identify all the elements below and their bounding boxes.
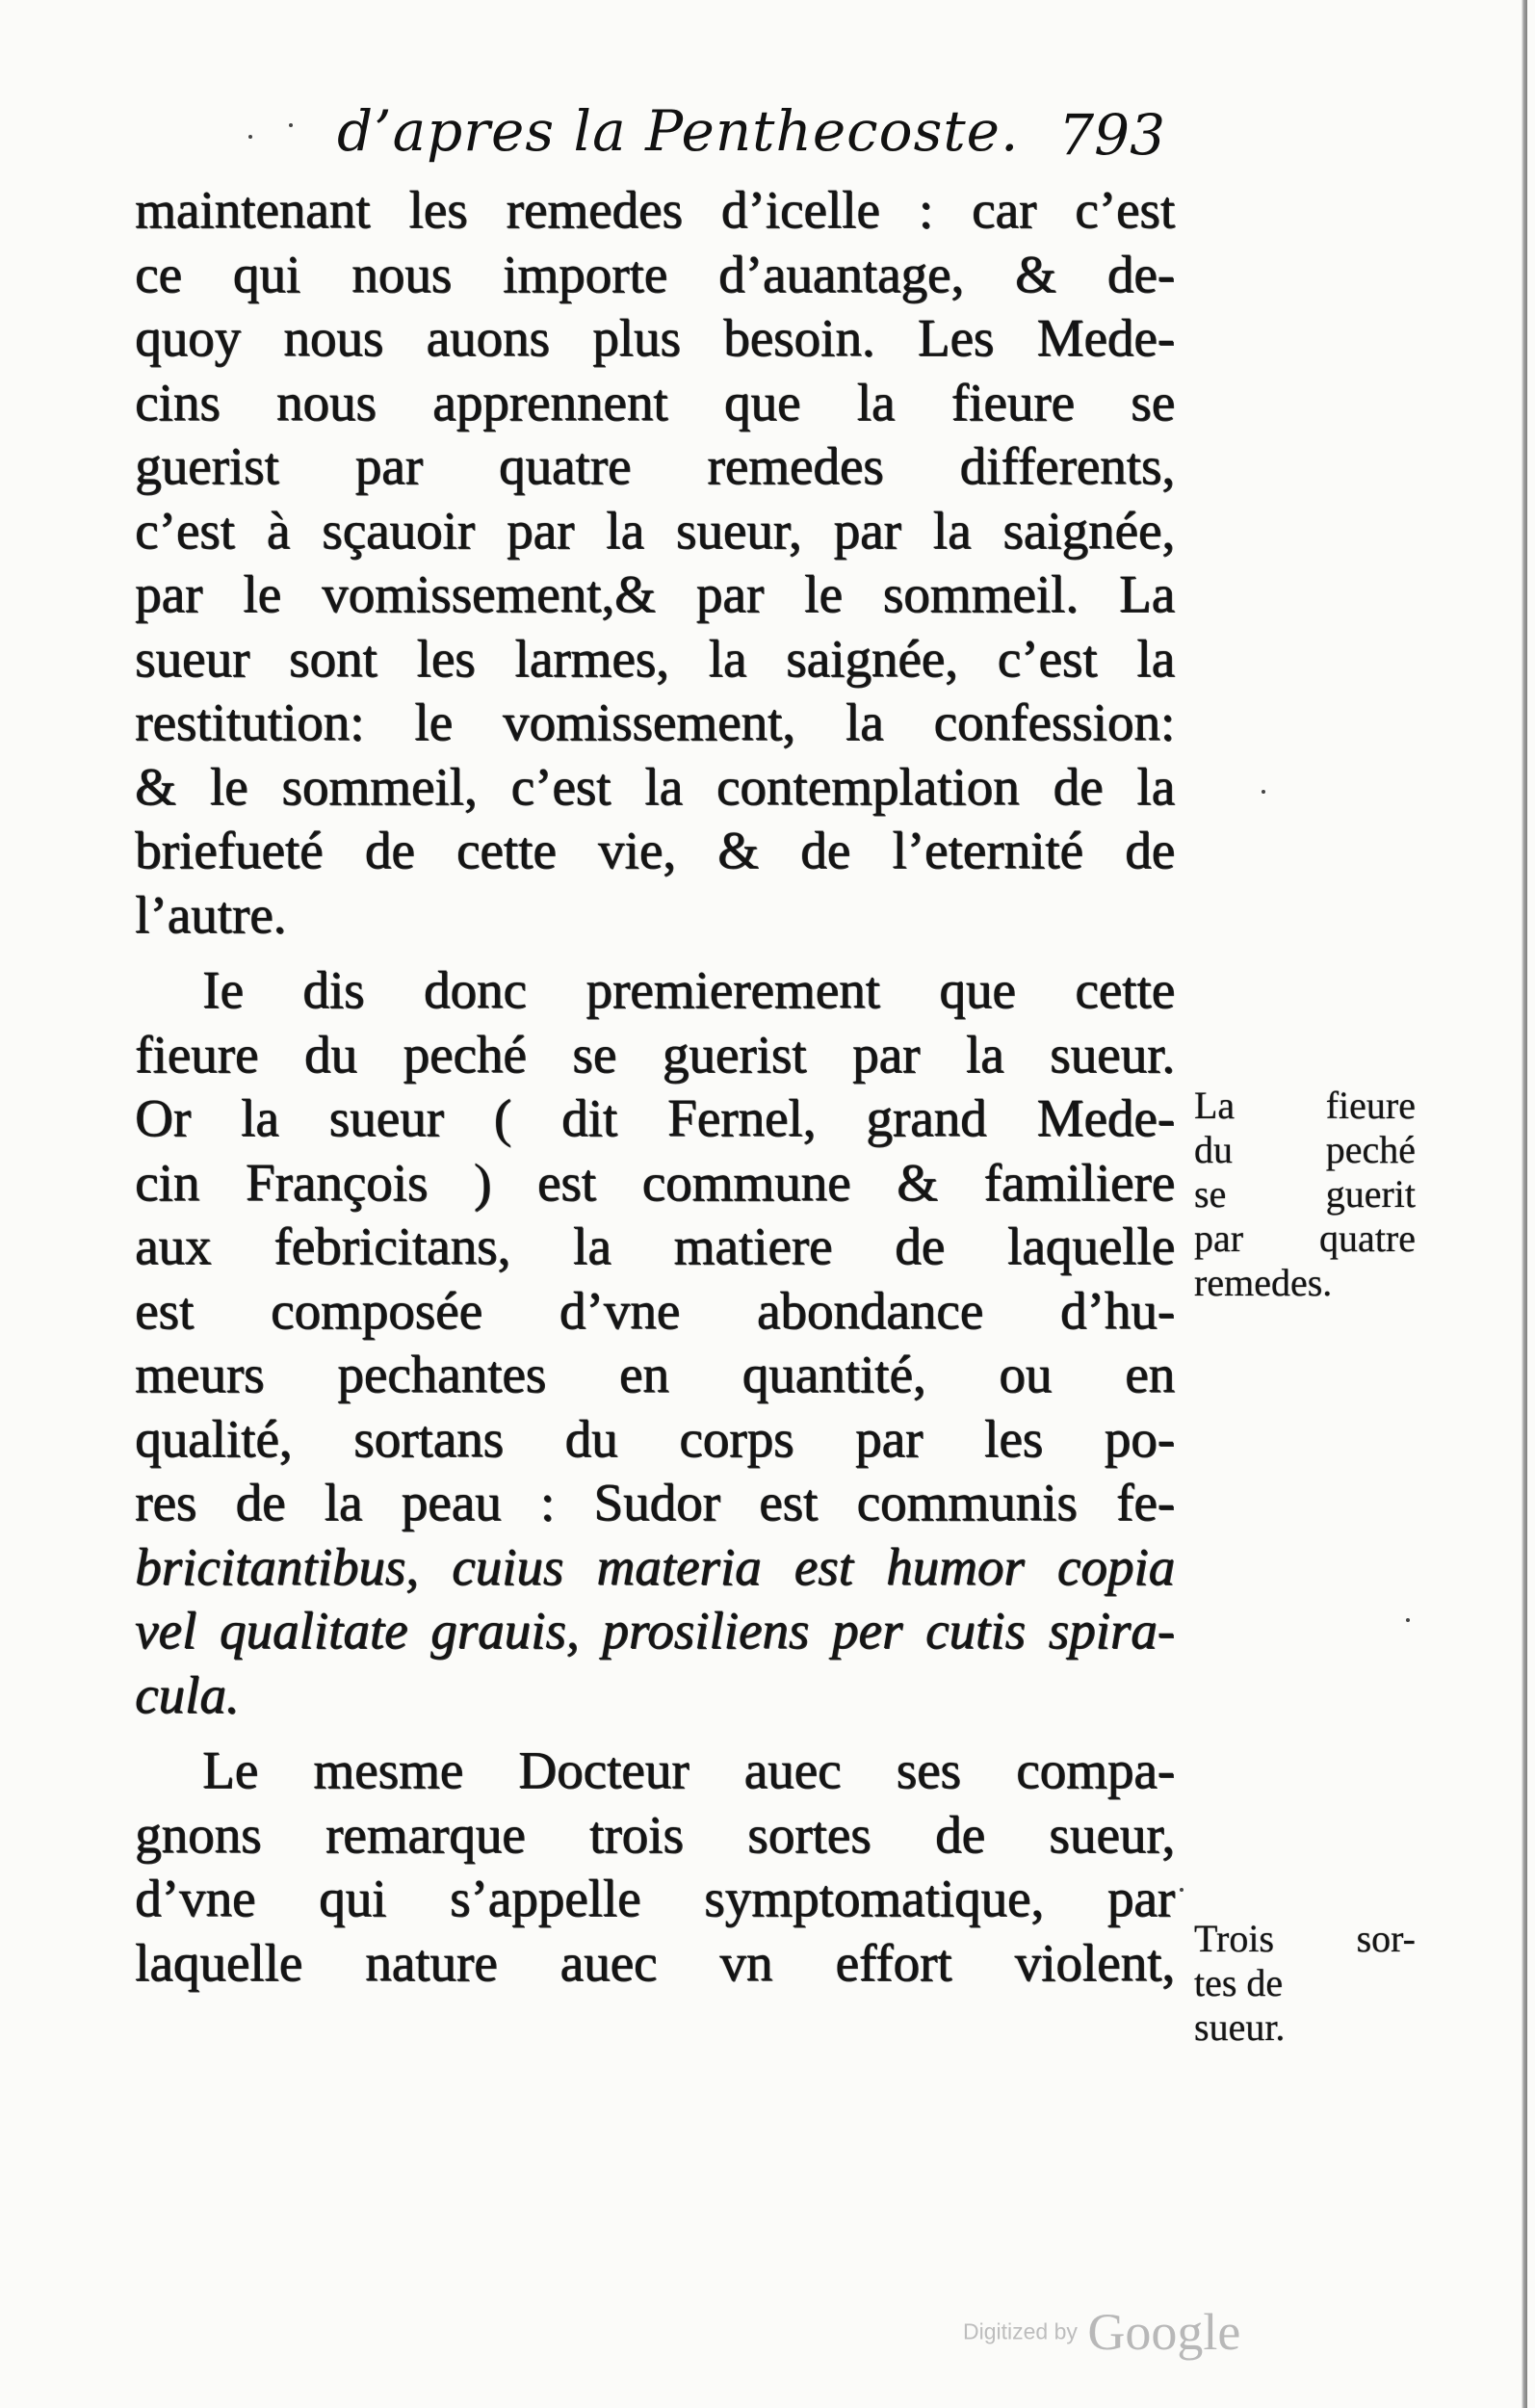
ink-speck [1262, 790, 1265, 794]
margin-note-sweat-kinds [1194, 1917, 1416, 2050]
margin-note-line: se guerit [1194, 1172, 1416, 1216]
running-title: d’apres la Penthecoste. [337, 98, 1020, 164]
text-line: laquelle nature auec vn effort violent, [135, 1932, 1175, 1992]
text-line: res de la peau : Sudor est communis fe- [135, 1473, 1175, 1531]
text-line: c’est à sçauoir par la sueur, par la saignée, [135, 500, 1175, 560]
text-line: & le sommeil, c’est la contemplation de la [135, 756, 1175, 816]
margin-note-line: Trois sor- [1194, 1917, 1416, 1960]
ink-speck [248, 135, 252, 139]
page-edge-shadow [1522, 0, 1527, 2408]
page-header [135, 89, 1184, 175]
text-line: meurs pechantes en quantité, ou en [135, 1345, 1175, 1403]
latin-quote-line: bricitantibus, cuius materia est humor copia [135, 1536, 1175, 1596]
text-line: maintenant les remedes d’icelle : car c’est [135, 180, 1175, 239]
body-text [135, 178, 1175, 1995]
latin-quote-line: vel qualitate grauis, prosiliens per cutis spira- [135, 1601, 1175, 1660]
text-line: d’vne qui s’appelle symptomatique, par [135, 1869, 1175, 1927]
text-line: gnons remarque trois sortes de sueur, [135, 1804, 1175, 1864]
text-line: aux febricitans, la matiere de laquelle [135, 1217, 1175, 1275]
text-line: quoy nous auons plus besoin. Les Mede- [135, 308, 1175, 367]
text-line: cin François ) est commune & familiere [135, 1152, 1175, 1212]
latin-quote-line: cula. [135, 1664, 240, 1724]
paragraph-2 [135, 958, 1175, 1727]
watermark-prefix: Digitized by [963, 2318, 1078, 2344]
text-line: Le mesme Docteur auec ses compa- [202, 1741, 1175, 1799]
text-line: briefueté de cette vie, & de l’eternité de [135, 821, 1175, 879]
text-line: restitution: le vomissement, la confession: [135, 693, 1175, 751]
ink-speck [289, 123, 293, 127]
margin-note-line: par quatre [1194, 1217, 1416, 1260]
ink-speck [1180, 1888, 1184, 1892]
margin-note-line: La fieure [1194, 1084, 1416, 1127]
text-line: Ie dis donc premierement que cette [202, 960, 1175, 1019]
ink-speck [1406, 1618, 1410, 1622]
text-line: guerist par quatre remedes differents, [135, 436, 1175, 495]
margin-note-line: du peché [1194, 1128, 1416, 1171]
text-line: fieure du peché se guerist par la sueur. [135, 1024, 1175, 1084]
digitization-watermark [963, 2302, 1240, 2362]
page-number: 793 [1058, 102, 1165, 168]
google-logo: Google [1087, 2303, 1241, 2361]
text-line: par le vomissement,& par le sommeil. La [135, 564, 1175, 623]
margin-note-fever-remedies [1194, 1084, 1416, 1305]
text-line: sueur sont les larmes, la saignée, c’est la [135, 628, 1175, 688]
text-line: cins nous apprennent que la fieure se [135, 372, 1175, 432]
text-line: l’autre. [135, 884, 287, 944]
text-line: Or la sueur ( dit Fernel, grand Mede- [135, 1088, 1175, 1147]
text-line: qualité, sortans du corps par les po- [135, 1408, 1175, 1468]
paragraph-1 [135, 178, 1175, 947]
paragraph-3 [135, 1739, 1175, 1995]
text-line: ce qui nous importe d’auantage, & de- [135, 244, 1175, 303]
margin-note-line: tes de [1194, 1961, 1284, 2004]
margin-note-line: remedes. [1194, 1261, 1333, 1304]
text-line: est composée d’vne abondance d’hu- [135, 1280, 1175, 1340]
margin-note-line: sueur. [1194, 2005, 1286, 2049]
